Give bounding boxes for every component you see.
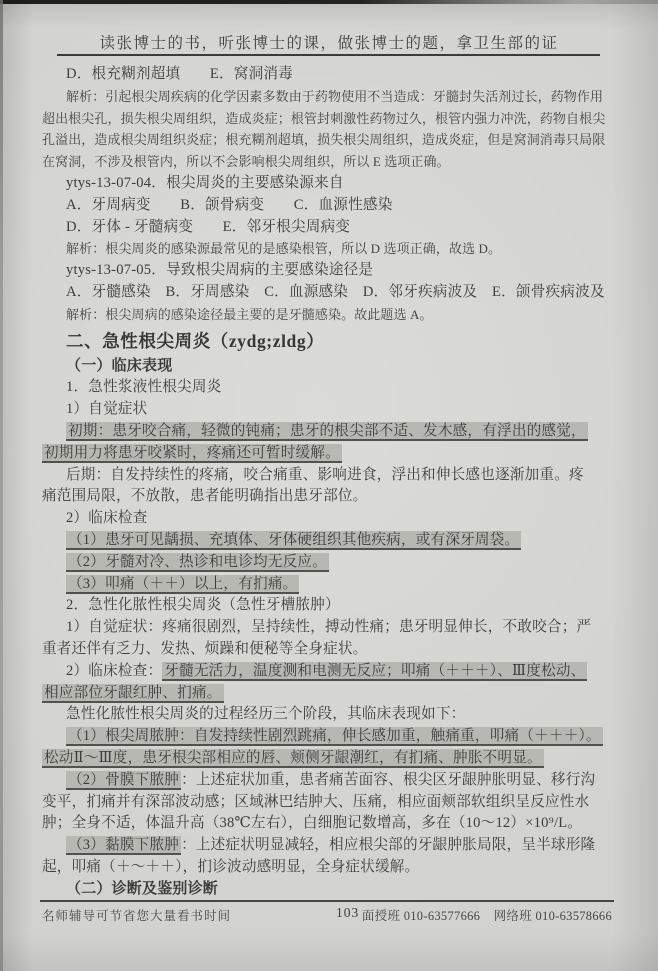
analysis-line [42, 304, 616, 326]
options-line [42, 195, 616, 217]
text-line [42, 857, 616, 879]
text-line [42, 377, 616, 399]
text-line [42, 835, 616, 857]
header-divider [57, 54, 600, 56]
scan-top-edge [0, 0, 658, 4]
text-segment: ：上述症状明显减轻，相应根尖部的牙龈肿胀局限，呈半球形隆 [181, 837, 596, 854]
text-line [42, 486, 616, 508]
question-id-line [42, 260, 616, 282]
text-segment: A．牙髓感染 B．牙周感染 C．血源感染 D．邻牙疾病波及 E．颌骨疾病波及 [66, 283, 605, 300]
highlighted-text: （3）叩痛（＋＋）以上，有扪痛。 [68, 575, 298, 592]
text-line [42, 748, 616, 770]
footer-face-class: 面授班 010-63577666 [361, 909, 481, 923]
text-segment: 2）临床检查： [66, 662, 163, 679]
text-line [42, 399, 616, 421]
text-line [42, 639, 616, 661]
text-segment: ytys-13-07-04．根尖周炎的主要感染源来自 [66, 174, 344, 191]
text-line [42, 792, 616, 814]
text-line [42, 617, 616, 639]
text-segment: 重者还伴有乏力、发热、烦躁和便秘等全身症状。 [42, 640, 368, 657]
text-segment: 2）临床检查 [66, 510, 148, 527]
text-line [42, 770, 616, 792]
scan-left-edge [0, 0, 3, 971]
text-line [42, 530, 616, 552]
highlighted-text: （1）患牙可见龋损、充填体、牙体硬组织其他疾病，或有深牙周袋。 [68, 531, 520, 548]
text-segment: 解析：引起根尖周疾病的化学因素多数由于药物使用不当造成：牙髓封失活剂过长，药物作用 [66, 88, 604, 104]
text-line [42, 574, 616, 596]
text-line [42, 661, 616, 683]
text-segment: 急性化脓性根尖周炎的过程经历三个阶段，其临床表现如下： [66, 706, 466, 723]
question-id-line [42, 173, 616, 195]
text-segment: 1．急性浆液性根尖周炎 [66, 379, 222, 396]
footer-slogan: 名师辅导可节省您大量看书时间 [42, 909, 232, 923]
text-segment: 变平，扪痛并有深部波动感；区域淋巴结肿大、压痛，相应面颊部软组织呈反应性水 [42, 793, 590, 810]
page-number: 103 [336, 905, 360, 920]
text-line [42, 443, 616, 465]
footer-contact [352, 906, 612, 924]
highlighted-text: （2）牙髓对冷、热诊和电诊均无反应。 [68, 553, 327, 570]
text-segment: 1）自觉症状：疼痛很剧烈，呈持续性，搏动性痛；患牙明显伸长，不敢咬合；严 [66, 619, 592, 636]
highlighted-text: 松动Ⅱ～Ⅲ度，患牙根尖部相应的唇、颊侧牙龈潮红，有扪痛、肿胀不明显。 [44, 749, 542, 766]
footer-divider [40, 900, 614, 902]
text-segment: 二、急性根尖周炎（zydg;zldg） [66, 330, 325, 351]
text-segment: 后期：自发持续性的疼痛，咬合痛重、影响进食，浮出和伸长感也逐渐加重。疼 [66, 466, 584, 483]
analysis-line [42, 238, 616, 260]
text-segment: 1）自觉症状 [66, 401, 148, 418]
text-segment: 起，叩痛（＋～＋＋），扪诊波动感明显，全身症状缓解。 [42, 858, 420, 875]
analysis-line [42, 151, 616, 173]
options-line [42, 282, 616, 304]
highlighted-text: 牙髓无活力，温度测和电测无反应；叩痛（＋＋＋）、Ⅲ度松动、 [164, 662, 586, 679]
highlighted-text: 相应部位牙龈红肿、扪痛。 [44, 684, 222, 701]
text-segment: 肿；全身不适，体温升高（38℃左右），白细胞记数增高，多在（10～12）×10⁹/L。 [42, 815, 583, 832]
text-segment: D．牙体 - 牙髓病变 E．邻牙根尖周病变 [66, 218, 351, 235]
highlighted-text: （3）黏膜下脓肿 [68, 837, 180, 854]
text-segment: ：上述症状加重，患者痛苦面容、根尖区牙龈肿胀明显、移行沟 [181, 771, 596, 788]
text-segment: 痛范围局限，不放散，患者能明确指出患牙部位。 [42, 488, 368, 505]
subsection-heading [42, 879, 616, 901]
subsection-heading [42, 356, 616, 378]
text-segment: A．牙周病变 B．颌骨病变 C．血源性感染 [66, 196, 393, 213]
text-line [42, 704, 616, 726]
text-segment: 孔溢出，造成根尖周组织炎症；根充糊剂超填，损失根尖周组织，造成炎症，但是窝洞消毒只局限 [42, 132, 606, 148]
body-lines [42, 64, 616, 900]
text-segment: 在窝洞，不涉及根管内，所以不会影响根尖周组织，所以 E 选项正确。 [42, 154, 450, 170]
text-segment: D．根充糊剂超填 E．窝洞消毒 [66, 66, 293, 82]
text-segment: ytys-13-07-05．导致根尖周病的主要感染途径是 [66, 262, 374, 279]
options-line [42, 64, 616, 86]
analysis-line [42, 86, 616, 108]
text-line [42, 683, 616, 705]
text-line [42, 726, 616, 748]
text-line [42, 465, 616, 487]
text-segment: 解析：根尖周炎的感染源最常见的是感染根管，所以 D 选项正确，故选 D。 [66, 241, 502, 257]
text-segment: （一）临床表现 [66, 357, 173, 374]
footer-net-class: 网络班 010-63578666 [493, 909, 612, 923]
highlighted-text: （1）根尖周脓肿：自发持续性剧烈跳痛，伸长感加重，触痛重，叩痛（＋＋＋）。 [68, 728, 601, 745]
page-header-slogan: 读张博士的书，听张博士的课，做张博士的题，拿卫生部的证 [99, 35, 559, 52]
highlighted-text: 初期用力将患牙咬紧时，疼痛还可暂时缓解。 [44, 444, 340, 461]
text-line [42, 595, 616, 617]
highlighted-text: （2）骨膜下脓肿 [68, 771, 180, 788]
section-title [42, 326, 616, 356]
text-line [42, 421, 616, 443]
text-segment: 超出根尖孔，损失根尖周组织，造成炎症；根管封刺激性药物过久，根管内强力冲洗，药物自根尖 [42, 110, 606, 126]
options-line [42, 217, 616, 239]
text-line [42, 813, 616, 835]
highlighted-text: 初期：患牙咬合痛，轻微的钝痛；患牙的根尖部不适、发木感，有浮出的感觉， [68, 422, 586, 439]
analysis-line [42, 108, 616, 130]
text-segment: 2．急性化脓性根尖周炎（急性牙槽脓肿） [66, 597, 340, 614]
text-segment: 解析：根尖周病的感染途径最主要的是牙髓感染。故此题选 A。 [66, 306, 433, 322]
text-segment: （二）诊断及鉴别诊断 [66, 880, 219, 897]
text-line [42, 552, 616, 574]
text-line [42, 508, 616, 530]
analysis-line [42, 129, 616, 151]
